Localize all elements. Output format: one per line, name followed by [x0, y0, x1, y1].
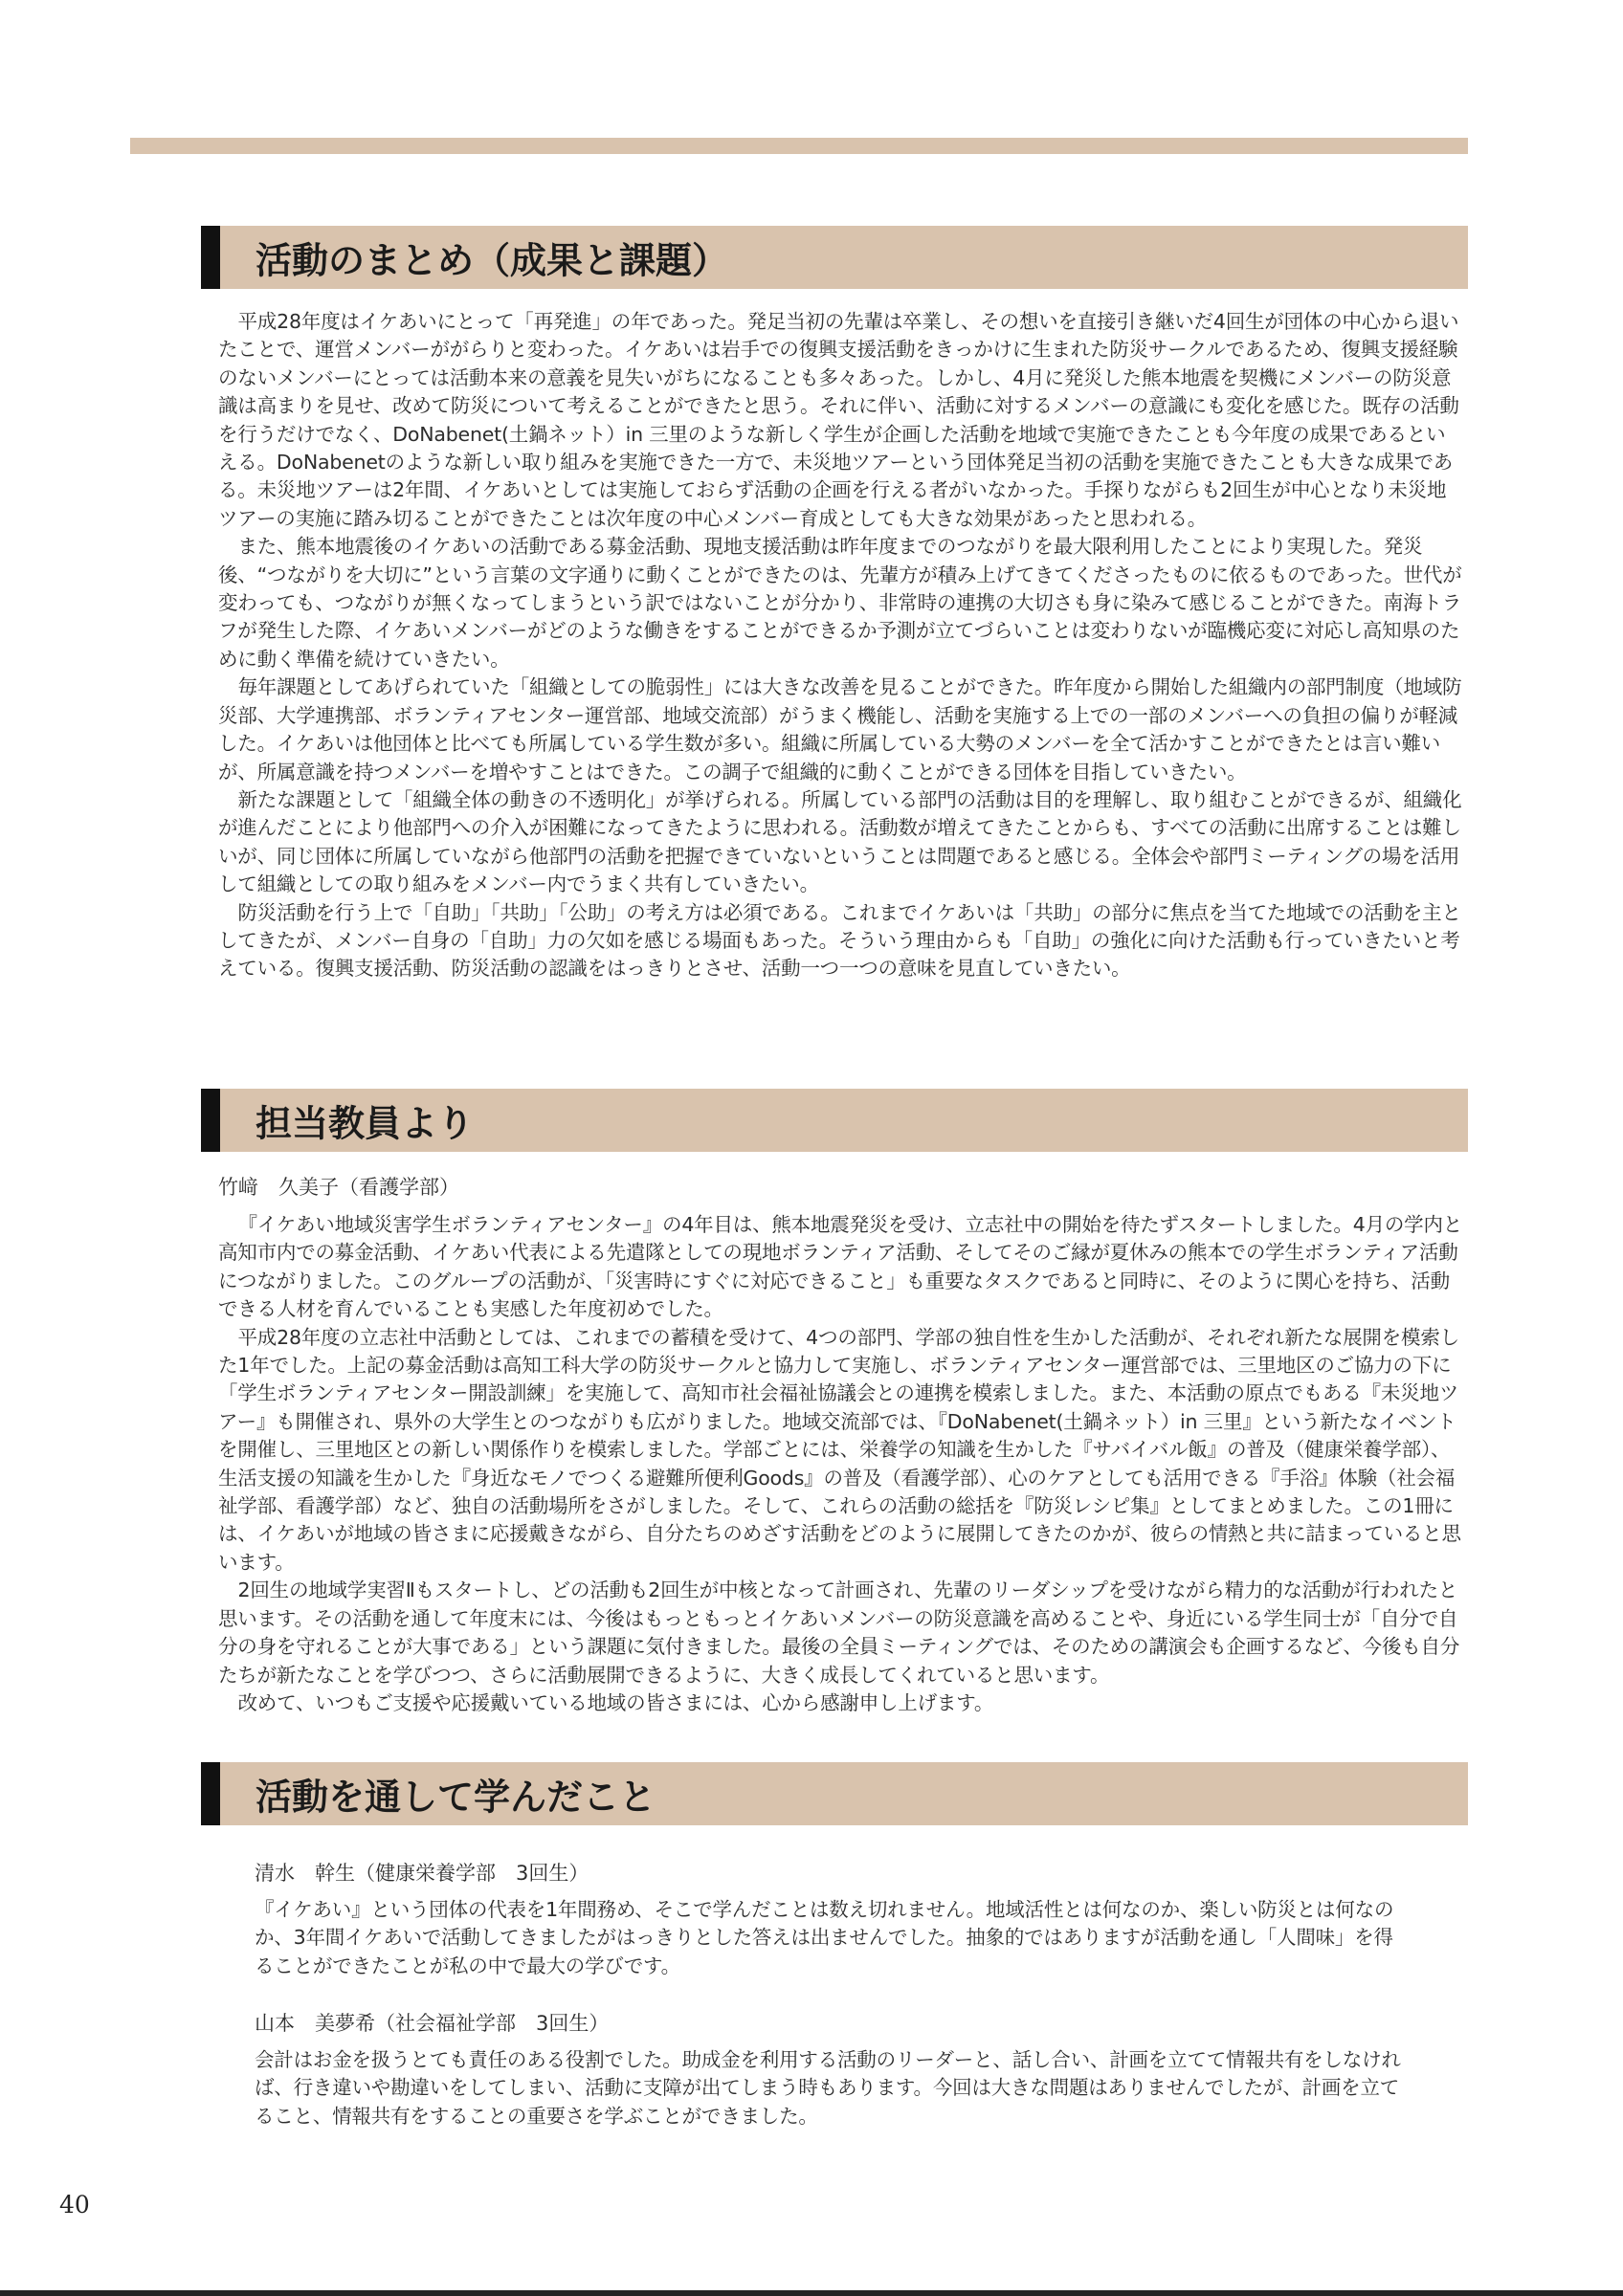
- section-title: 活動のまとめ（成果と課題）: [256, 239, 729, 282]
- summary-paragraph: 防災活動を行う上で「自助」「共助」「公助」の考え方は必須である。これまでイケあいは「共助」の部分に焦点を当てた地域での活動を主としてきたが、メンバー自身の「自助」力の欠如を感じる場面もあった。そういう理由からも「自助」の強化に向けた活動も行っていきたいと考えている。復興支援活動、防災活動の認識をはっきりとさせ、活動一つ一つの意味を見直していきたい。: [218, 900, 1461, 981]
- student-byline: 山本 美夢希（社会福祉学部 3回生）: [255, 2012, 610, 2035]
- teacher-paragraph: 2回生の地域学実習Ⅱもスタートし、どの活動も2回生が中核となって計画され、先輩のリーダシップを受けながら精力的な活動が行われたと思います。その活動を通して年度末には、今後はもっともっとイケあいメンバーの防災意識を高めることや、身近にいる学生同士が「自分で自分の身を守れることが大事である」という課題に気付きました。最後の全員ミーティングでは、そのための講演会も企画するなど、今後も自分たちが新たなことを学びつつ、さらに活動展開できるように、大きく成長してくれていると思います。: [218, 1578, 1460, 1687]
- summary-paragraph: 平成28年度はイケあいにとって「再発進」の年であった。発足当初の先輩は卒業し、その想いを直接引き継いだ4回生が団体の中心から退いたことで、運営メンバーががらりと変わった。イケあいは岩手での復興支援活動をきっかけに生まれた防災サークルであるため、復興支援経験のないメンバーにとっては活動本来の意義を見失いがちになることも多々あった。しかし、4月に発災した熊本地震を契機にメンバーの防災意識は高まりを見せ、改めて防災について考えることができたと思う。それに伴い、活動に対するメンバーの意識にも変化を感じた。既存の活動を行うだけでなく、DoNabenet(土鍋ネット）in 三里のような新しく学生が企画した活動を地域で実施できたことも今年度の成果であるといえる。DoNabenetのような新しい取り組みを実施できた一方で、未災地ツアーという団体発足当初の活動を実施できたことも大きな成果である。未災地ツアーは2年間、イケあいとしては実施しておらず活動の企画を行える者がいなかった。手探りながらも2回生が中心となり未災地ツアーの実施に踏み切ることができたことは次年度の中心メンバー育成としても大きな効果があったと思われる。: [218, 310, 1459, 530]
- teacher-paragraph: 『イケあい地域災害学生ボランティアセンター』の4年目は、熊本地震発災を受け、立志社中の開始を待たずスタートしました。4月の学内と高知市内での募金活動、イケあい代表による先遣隊としての現地ボランティア活動、そしてそのご縁が夏休みの熊本での学生ボランティア活動につながりました。このグループの活動が、「災害時にすぐに対応できること」も重要なタスクであると同時に、そのように関心を持ち、活動できる人材を育んでいることも実感した年度初めでした。: [218, 1213, 1463, 1321]
- student-comment: [255, 2046, 1403, 2130]
- section-header-bar: [201, 1089, 220, 1152]
- summary-paragraph: また、熊本地震後のイケあいの活動である募金活動、現地支援活動は昨年度までのつながりを最大限利用したことにより実現した。発災後、“つながりを大切に”という言葉の文字通りに動くことができたのは、先輩方が積み上げてきてくださったものに依るものであった。世代が変わっても、つながりが無くなってしまうという訳ではないことが分かり、非常時の連携の大切さも身に染みて感じることができた。南海トラフが発生した際、イケあいメンバーがどのような働きをすることができるか予測が立てづらいことは変わりないが臨機応変に対応し高知県のために動く準備を続けていきたい。: [218, 535, 1462, 671]
- section-header-teacher: [201, 1089, 1468, 1152]
- section-header-bar: [201, 1762, 220, 1825]
- section-title: 担当教員より: [256, 1102, 475, 1145]
- summary-body: [218, 308, 1464, 983]
- section-title: 活動を通して学んだこと: [256, 1776, 656, 1819]
- teacher-body: [218, 1211, 1464, 1717]
- section-header-summary: [201, 226, 1468, 289]
- summary-paragraph: 毎年課題としてあげられていた「組織としての脆弱性」には大きな改善を見ることができた。昨年度から開始した組織内の部門制度（地域防災部、大学連携部、ボランティアセンター運営部、地域交流部）がうまく機能し、活動を実施する上での一部のメンバーへの負担の偏りが軽減した。イケあいは他団体と比べても所属している学生数が多い。組織に所属している大勢のメンバーを全て活かすことができたとは言い難いが、所属意識を持つメンバーを増やすことはできた。この調子で組織的に動くことができる団体を目指していきたい。: [218, 675, 1462, 784]
- section-header-bar: [201, 226, 220, 289]
- bottom-rule: [0, 2290, 1623, 2296]
- summary-paragraph: 新たな課題として「組織全体の動きの不透明化」が挙げられる。所属している部門の活動は目的を理解し、取り組むことができるが、組織化が進んだことにより他部門への介入が困難になってきたように思われる。活動数が増えてきたことからも、すべての活動に出席することは難しいが、同じ団体に所属していながら他部門の活動を把握できていないということは問題であると感じる。全体会や部門ミーティングの場を活用して組織としての取り組みをメンバー内でうまく共有していきたい。: [218, 787, 1462, 896]
- student-comment: [255, 1896, 1403, 1980]
- top-decorative-rule: [130, 138, 1468, 154]
- page-number: 40: [59, 2191, 90, 2219]
- teacher-byline: 竹﨑 久美子（看護学部）: [218, 1176, 459, 1199]
- teacher-paragraph: 平成28年度の立志社中活動としては、これまでの蓄積を受けて、4つの部門、学部の独自性を生かした活動が、それぞれ新たな展開を模索した1年でした。上記の募金活動は高知工科大学の防災サークルと協力して実施し、ボランティアセンター運営部では、三里地区のご協力の下に「学生ボランティアセンター開設訓練」を実施して、高知市社会福祉協議会との連携を模索しました。また、本活動の原点でもある『未災地ツアー』も開催され、県外の大学生とのつながりも広がりました。地域交流部では、『DoNabenet(土鍋ネット）in 三里』という新たなイベントを開催し、三里地区との新しい関係作りを模索しました。学部ごとには、栄養学の知識を生かした『サバイバル飯』の普及（健康栄養学部）、生活支援の知識を生かした『身近なモノでつくる避難所便利Goods』の普及（看護学部）、心のケアとしても活用できる『手浴』体験（社会福祉学部、看護学部）など、独自の活動場所をさがしました。そして、これらの活動の総括を『防災レシピ集』としてまとめました。この1冊には、イケあいが地域の皆さまに応援戴きながら、自分たちのめざす活動をどのように展開してきたのかが、彼らの情熱と共に詰まっていると思います。: [218, 1325, 1461, 1574]
- section-header-lessons: [201, 1762, 1468, 1825]
- teacher-paragraph: 改めて、いつもご支援や応援戴いている地域の皆さまには、心から感謝申し上げます。: [237, 1690, 994, 1714]
- student-comment-text: 『イケあい』という団体の代表を1年間務め、そこで学んだことは数え切れません。地域活性とは何なのか、楽しい防災とは何なのか、3年間イケあいで活動してきましたがはっきりとした答えは出ませんでした。抽象的ではありますが活動を通し「人間味」を得ることができたことが私の中で最大の学びです。: [255, 1898, 1394, 1977]
- student-byline: 清水 幹生（健康栄養学部 3回生）: [255, 1862, 589, 1885]
- student-comment-text: 会計はお金を扱うとても責任のある役割でした。助成金を利用する活動のリーダーと、話し合い、計画を立てて情報共有をしなければ、行き違いや勘違いをしてしまい、活動に支障が出てしまう時もあります。今回は大きな問題はありませんでしたが、計画を立てること、情報共有をすることの重要さを学ぶことができました。: [255, 2048, 1401, 2128]
